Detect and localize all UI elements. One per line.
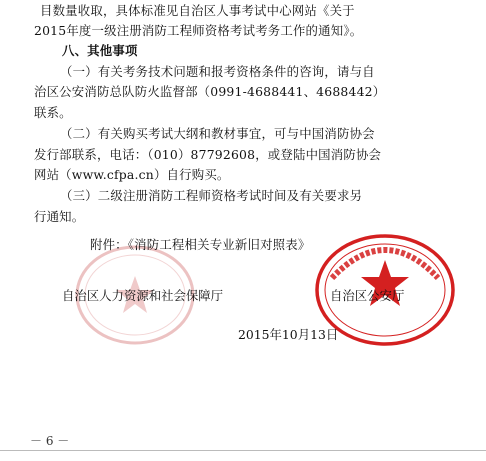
body-line: 网站（www.cfpa.cn）自行购买。: [34, 167, 230, 182]
body-line: 发行部联系，电话：（010）87792608，或登陆中国消防协会: [34, 147, 382, 162]
body-line: （一）有关考务技术问题和报考资格条件的咨询，请与自: [60, 64, 375, 79]
body-line: （二）有关购买考试大纲和教材事宜，可与中国消防协会: [60, 126, 375, 141]
left-organization: 自治区人力资源和社会保障厅: [62, 288, 224, 303]
section-heading: 八、其他事项: [62, 43, 138, 58]
right-organization: 自治区公安厅: [330, 288, 405, 303]
issue-date: 2015年10月13日: [238, 327, 339, 342]
body-line: 联系。: [34, 105, 72, 120]
attachment-line: 附件：《消防工程相关专业新旧对照表》: [90, 237, 311, 252]
body-line: （三）二级注册消防工程师资格考试时间及有关要求另: [60, 188, 363, 203]
body-line: 目数量收取，具体标准见自治区人事考试中心网站《关于: [40, 3, 355, 18]
body-line: 治区公安消防总队防火监督部（0991-4688441、4688442）: [34, 84, 386, 99]
body-line: 行通知。: [34, 209, 85, 224]
page-number: － 6 －: [30, 434, 70, 448]
footer-divider: [0, 450, 486, 451]
body-line: 2015年度一级注册消防工程师资格考试考务工作的通知》。: [34, 23, 363, 38]
